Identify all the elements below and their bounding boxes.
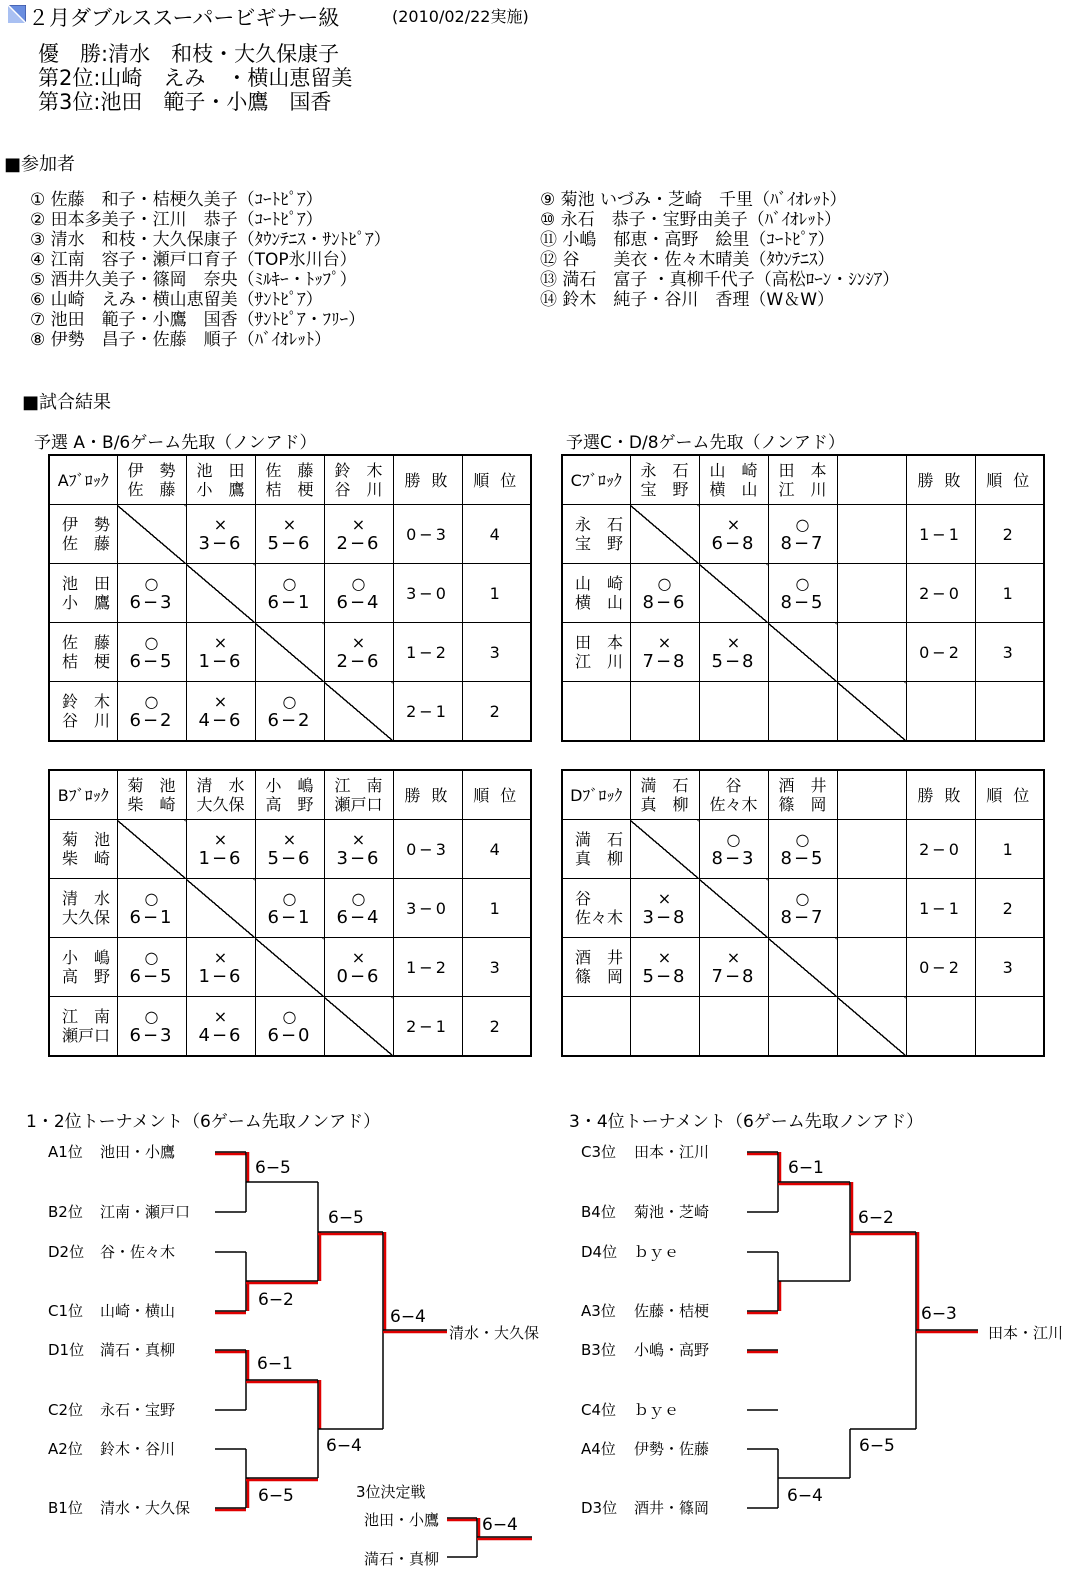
- participant-12: ⑫ 谷 美衣・佐々木晴美（ﾀｳﾝﾃﾆｽ）: [540, 250, 835, 270]
- result-mark: ○: [144, 889, 159, 908]
- result-score: 6−5: [129, 651, 174, 672]
- player-line: 池 田: [62, 574, 111, 593]
- result-mark: ○: [144, 574, 159, 593]
- player-line: 佐々木: [709, 795, 758, 814]
- result-mark: ○: [144, 1007, 159, 1026]
- player-line: 永 石: [575, 515, 624, 534]
- score-r2: 6−4: [326, 1436, 362, 1456]
- player-line: 菊 池: [127, 776, 176, 795]
- seed-label: A3位: [581, 1302, 616, 1320]
- result-mark: ×: [351, 633, 366, 652]
- player-line: 江 南: [334, 776, 383, 795]
- player-line: 佐 藤: [265, 461, 314, 480]
- score-r2: 6−5: [859, 1436, 895, 1456]
- seed-label: B1位: [48, 1499, 83, 1517]
- player-line: 横 山: [709, 480, 758, 499]
- result-score: 6−3: [129, 592, 174, 613]
- player-line: 宝 野: [640, 480, 689, 499]
- team-name: 山崎・横山: [100, 1302, 176, 1320]
- winloss-cell: 1−2: [393, 938, 462, 997]
- rank-cell: 1: [975, 820, 1044, 879]
- block-name: Dﾌﾞﾛｯｸ: [562, 770, 630, 820]
- seed-label: D3位: [581, 1499, 618, 1517]
- result-mark: ×: [213, 515, 228, 534]
- result-mark: ×: [657, 633, 672, 652]
- seed-label: C3位: [581, 1143, 617, 1161]
- participant-10: ⑩ 永石 恭子・宝野由美子（ﾊﾞｲｵﾚｯﾄ）: [540, 210, 842, 230]
- player-line: 伊 勢: [62, 515, 111, 534]
- score-r1: 6−2: [258, 1290, 294, 1310]
- result-mark: ○: [795, 889, 810, 908]
- rank-cell: 1: [462, 564, 531, 623]
- player-line: 瀬戸口: [62, 1026, 111, 1045]
- team-name: 清水・大久保: [100, 1499, 191, 1517]
- result-mark: ○: [282, 889, 297, 908]
- result-mark: ○: [351, 574, 366, 593]
- result-mark: ×: [351, 515, 366, 534]
- rank-cell: 2: [975, 505, 1044, 564]
- participant-2: ② 田本多美子・江川 恭子（ｺｰﾄﾋﾟｱ）: [30, 210, 323, 230]
- seed-label: C1位: [48, 1302, 84, 1320]
- third-place-title: 3位決定戦: [356, 1483, 426, 1501]
- participant-11: ⑪ 小嶋 郁恵・高野 絵里（ｺｰﾄﾋﾟｱ）: [540, 230, 835, 250]
- player-line: 小 嶋: [62, 948, 111, 967]
- rank-cell: 3: [975, 938, 1044, 997]
- result-mark: ×: [282, 515, 297, 534]
- result-score: 8−5: [780, 592, 825, 613]
- result-score: 0−6: [336, 966, 381, 987]
- participant-9: ⑨ 菊池 いづみ・芝崎 千里（ﾊﾞｲｵﾚｯﾄ）: [540, 190, 847, 210]
- winloss-cell: 2−1: [393, 997, 462, 1057]
- winloss-header: 勝 敗: [393, 455, 462, 505]
- winloss-cell: 0−2: [906, 623, 975, 682]
- player-line: 佐 藤: [62, 534, 111, 553]
- winloss-cell: 2−0: [906, 564, 975, 623]
- result-score: 6−2: [267, 710, 312, 731]
- player-line: 大久保: [196, 795, 245, 814]
- winloss-cell: 3−0: [393, 879, 462, 938]
- winloss-cell: 1−2: [393, 623, 462, 682]
- result-mark: ×: [213, 692, 228, 711]
- result-mark: ○: [282, 1007, 297, 1026]
- rank-cell: 3: [462, 623, 531, 682]
- result-score: 7−8: [711, 966, 756, 987]
- player-line: 満 石: [640, 776, 689, 795]
- result-score: 5−6: [267, 533, 312, 554]
- player-line: 山 崎: [709, 461, 758, 480]
- player-line: 満 石: [575, 830, 624, 849]
- winloss-cell: 0−3: [393, 505, 462, 564]
- player-line: 小 鷹: [196, 480, 245, 499]
- result-mark: ×: [213, 1007, 228, 1026]
- podium-winner: 優 勝:清水 和枝・大久保康子: [38, 42, 340, 66]
- score-r2: 6−2: [858, 1208, 894, 1228]
- player-line: 清 水: [62, 889, 111, 908]
- result-mark: ×: [726, 948, 741, 967]
- final-score: 6−4: [390, 1307, 426, 1327]
- result-score: 6−1: [267, 907, 312, 928]
- result-score: 2−6: [336, 533, 381, 554]
- player-line: 江 南: [62, 1007, 111, 1026]
- result-score: 6−4: [336, 592, 381, 613]
- podium-third: 第3位:池田 範子・小鷹 国香: [38, 90, 332, 114]
- player-line: 篠 岡: [778, 795, 827, 814]
- result-mark: ○: [795, 830, 810, 849]
- rank-cell: 1: [462, 879, 531, 938]
- ab-subtitle: 予選 A・B/6ゲーム先取（ノンアド）: [34, 433, 317, 453]
- score-r2: 6−5: [328, 1208, 364, 1228]
- player-line: 小 鷹: [62, 593, 111, 612]
- podium-second: 第2位:山崎 えみ ・横山恵留美: [38, 66, 353, 90]
- player-line: 大久保: [62, 908, 111, 927]
- result-score: 8−3: [711, 848, 756, 869]
- player-line: 佐 藤: [62, 633, 111, 652]
- result-mark: ×: [213, 633, 228, 652]
- result-score: 6−1: [267, 592, 312, 613]
- rank-cell: 4: [462, 820, 531, 879]
- participant-5: ⑤ 酒井久美子・篠岡 奈央（ﾐﾙｷｰ・ﾄｯﾌﾟ）: [30, 270, 357, 290]
- rank-cell: 2: [975, 879, 1044, 938]
- rank-cell: 4: [462, 505, 531, 564]
- seed-label: A1位: [48, 1143, 83, 1161]
- player-line: 酒 井: [575, 948, 624, 967]
- participant-3: ③ 清水 和枝・大久保康子（ﾀｳﾝﾃﾆｽ・ｻﾝﾄﾋﾟｱ）: [30, 230, 391, 250]
- player-line: 永 石: [640, 461, 689, 480]
- winloss-cell: 3−0: [393, 564, 462, 623]
- winloss-cell: 2−1: [393, 682, 462, 742]
- player-line: 田 本: [778, 461, 827, 480]
- player-line: 佐々木: [575, 908, 624, 927]
- result-mark: ○: [144, 633, 159, 652]
- player-line: 桔 梗: [265, 480, 314, 499]
- player-line: 鈴 木: [334, 461, 383, 480]
- winloss-cell: 0−2: [906, 938, 975, 997]
- player-line: 谷: [725, 776, 742, 795]
- result-mark: ×: [657, 889, 672, 908]
- player-line: 柴 崎: [62, 849, 111, 868]
- player-line: 池 田: [196, 461, 245, 480]
- player-line: 江 川: [778, 480, 827, 499]
- team-name: 伊勢・佐藤: [634, 1440, 710, 1458]
- result-mark: ○: [657, 574, 672, 593]
- player-line: 山 崎: [575, 574, 624, 593]
- team-name: 鈴木・谷川: [100, 1440, 176, 1458]
- result-mark: ○: [726, 830, 741, 849]
- tournament34-title: 3・4位トーナメント（6ゲーム先取ノンアド）: [569, 1112, 924, 1132]
- result-mark: ×: [213, 948, 228, 967]
- player-line: 真 柳: [640, 795, 689, 814]
- result-score: 6−3: [129, 1025, 174, 1046]
- participant-13: ⑬ 満石 富子 ・真柳千代子（高松ﾛｰﾝ・ｼﾝｼｱ）: [540, 270, 900, 290]
- participants-heading: ■参加者: [4, 154, 76, 175]
- results-heading: ■試合結果: [22, 392, 112, 413]
- result-score: 8−6: [642, 592, 687, 613]
- player-line: 谷 川: [334, 480, 383, 499]
- rank-cell: 1: [975, 564, 1044, 623]
- player-line: 江 川: [575, 652, 624, 671]
- score-r1: 6−5: [255, 1158, 291, 1178]
- seed-label: D1位: [48, 1341, 85, 1359]
- team-name: 小嶋・高野: [634, 1341, 710, 1359]
- result-mark: ×: [351, 830, 366, 849]
- participant-8: ⑧ 伊勢 昌子・佐藤 順子（ﾊﾞｲｵﾚｯﾄ）: [30, 330, 332, 350]
- result-mark: ○: [282, 574, 297, 593]
- participant-7: ⑦ 池田 範子・小鷹 国香（ｻﾝﾄﾋﾟｱ・ﾌﾘｰ）: [30, 310, 366, 330]
- player-line: 柴 崎: [127, 795, 176, 814]
- player-line: 小 嶋: [265, 776, 314, 795]
- result-score: 5−8: [711, 651, 756, 672]
- result-mark: ○: [144, 948, 159, 967]
- result-mark: ×: [657, 948, 672, 967]
- team-name: 池田・小鷹: [100, 1143, 176, 1161]
- winloss-header: 勝 敗: [393, 770, 462, 820]
- result-score: 8−7: [780, 533, 825, 554]
- result-mark: ○: [351, 889, 366, 908]
- third-score: 6−4: [482, 1515, 518, 1535]
- result-score: 3−6: [336, 848, 381, 869]
- seed-label: B2位: [48, 1203, 83, 1221]
- player-line: 谷: [575, 889, 592, 908]
- team-name: 満石・真柳: [100, 1341, 176, 1359]
- player-line: 瀬戸口: [334, 795, 383, 814]
- team-name: 田本・江川: [634, 1143, 710, 1161]
- third-team: 満石・真柳: [364, 1550, 440, 1568]
- player-line: 横 山: [575, 593, 624, 612]
- team-name: 谷・佐々木: [100, 1243, 176, 1261]
- rank-cell: 2: [462, 682, 531, 742]
- rank-header: 順 位: [975, 770, 1044, 820]
- seed-label: C4位: [581, 1401, 617, 1419]
- seed-label: D4位: [581, 1243, 618, 1261]
- player-line: 真 柳: [575, 849, 624, 868]
- player-line: 谷 川: [62, 711, 111, 730]
- player-line: 田 本: [575, 633, 624, 652]
- result-score: 4−6: [198, 710, 243, 731]
- block-name: Bﾌﾞﾛｯｸ: [49, 770, 117, 820]
- participant-1: ① 佐藤 和子・桔梗久美子（ｺｰﾄﾋﾟｱ）: [30, 190, 323, 210]
- result-mark: ○: [282, 692, 297, 711]
- player-line: 篠 岡: [575, 967, 624, 986]
- event-date: (2010/02/22実施): [392, 7, 529, 26]
- seed-label: C2位: [48, 1401, 84, 1419]
- result-score: 3−8: [642, 907, 687, 928]
- block-name: Cﾌﾞﾛｯｸ: [562, 455, 630, 505]
- player-line: 清 水: [196, 776, 245, 795]
- result-score: 8−7: [780, 907, 825, 928]
- result-score: 6−8: [711, 533, 756, 554]
- team-name: ｂｙｅ: [634, 1401, 680, 1419]
- player-line: 鈴 木: [62, 692, 111, 711]
- result-score: 1−6: [198, 848, 243, 869]
- winloss-header: 勝 敗: [906, 455, 975, 505]
- team-name: 江南・瀬戸口: [100, 1203, 191, 1221]
- result-score: 4−6: [198, 1025, 243, 1046]
- player-line: 高 野: [62, 967, 111, 986]
- result-score: 3−6: [198, 533, 243, 554]
- result-mark: ○: [144, 692, 159, 711]
- winloss-cell: 0−3: [393, 820, 462, 879]
- result-score: 1−6: [198, 651, 243, 672]
- cd-subtitle: 予選C・D/8ゲーム先取（ノンアド）: [566, 433, 845, 453]
- seed-label: B3位: [581, 1341, 616, 1359]
- winloss-cell: 2−0: [906, 820, 975, 879]
- seed-label: D2位: [48, 1243, 85, 1261]
- seed-label: B4位: [581, 1203, 616, 1221]
- participant-6: ⑥ 山崎 えみ・横山恵留美（ｻﾝﾄﾋﾟｱ）: [30, 290, 323, 310]
- player-line: 宝 野: [575, 534, 624, 553]
- result-score: 6−0: [267, 1025, 312, 1046]
- result-mark: ○: [795, 515, 810, 534]
- seed-label: A2位: [48, 1440, 83, 1458]
- participant-14: ⑭ 鈴木 純子・谷川 香理（W＆W）: [540, 290, 835, 310]
- rank-cell: 3: [462, 938, 531, 997]
- player-line: 佐 藤: [127, 480, 176, 499]
- result-score: 8−5: [780, 848, 825, 869]
- rank-cell: 2: [462, 997, 531, 1057]
- third-team: 池田・小鷹: [364, 1511, 440, 1529]
- result-mark: ×: [351, 948, 366, 967]
- champion-name: 清水・大久保: [449, 1324, 540, 1342]
- participant-4: ④ 江南 容子・瀬戸口育子（TOP氷川台）: [30, 250, 357, 270]
- final-score: 6−3: [921, 1304, 957, 1324]
- player-line: 高 野: [265, 795, 314, 814]
- result-score: 6−5: [129, 966, 174, 987]
- result-score: 5−8: [642, 966, 687, 987]
- rank-cell: 3: [975, 623, 1044, 682]
- player-line: 酒 井: [778, 776, 827, 795]
- result-mark: ×: [282, 830, 297, 849]
- team-name: 酒井・篠岡: [634, 1499, 710, 1517]
- score-r1: 6−5: [258, 1486, 294, 1506]
- result-mark: ×: [726, 515, 741, 534]
- winloss-cell: 1−1: [906, 879, 975, 938]
- page-title: ２月ダブルススーパービギナー級: [28, 6, 340, 30]
- winloss-cell: 1−1: [906, 505, 975, 564]
- player-line: 桔 梗: [62, 652, 111, 671]
- tournament12-title: 1・2位トーナメント（6ゲーム先取ノンアド）: [26, 1112, 381, 1132]
- winloss-header: 勝 敗: [906, 770, 975, 820]
- rank-header: 順 位: [975, 455, 1044, 505]
- result-score: 5−6: [267, 848, 312, 869]
- result-mark: ×: [726, 633, 741, 652]
- player-line: 菊 池: [62, 830, 111, 849]
- team-name: 佐藤・桔梗: [634, 1302, 710, 1320]
- score-r1: 6−4: [787, 1486, 823, 1506]
- block-name: Aﾌﾞﾛｯｸ: [49, 455, 117, 505]
- result-score: 7−8: [642, 651, 687, 672]
- score-r1: 6−1: [257, 1354, 293, 1374]
- champion-name: 田本・江川: [988, 1324, 1064, 1342]
- result-mark: ×: [213, 830, 228, 849]
- result-score: 2−6: [336, 651, 381, 672]
- result-score: 6−4: [336, 907, 381, 928]
- player-line: 伊 勢: [127, 461, 176, 480]
- seed-label: A4位: [581, 1440, 616, 1458]
- score-r1: 6−1: [788, 1158, 824, 1178]
- result-mark: ○: [795, 574, 810, 593]
- rank-header: 順 位: [462, 770, 531, 820]
- rank-header: 順 位: [462, 455, 531, 505]
- result-score: 6−1: [129, 907, 174, 928]
- team-name: 菊池・芝崎: [634, 1203, 710, 1221]
- result-score: 1−6: [198, 966, 243, 987]
- result-score: 6−2: [129, 710, 174, 731]
- team-name: 永石・宝野: [100, 1401, 176, 1419]
- team-name: ｂｙｅ: [634, 1243, 680, 1261]
